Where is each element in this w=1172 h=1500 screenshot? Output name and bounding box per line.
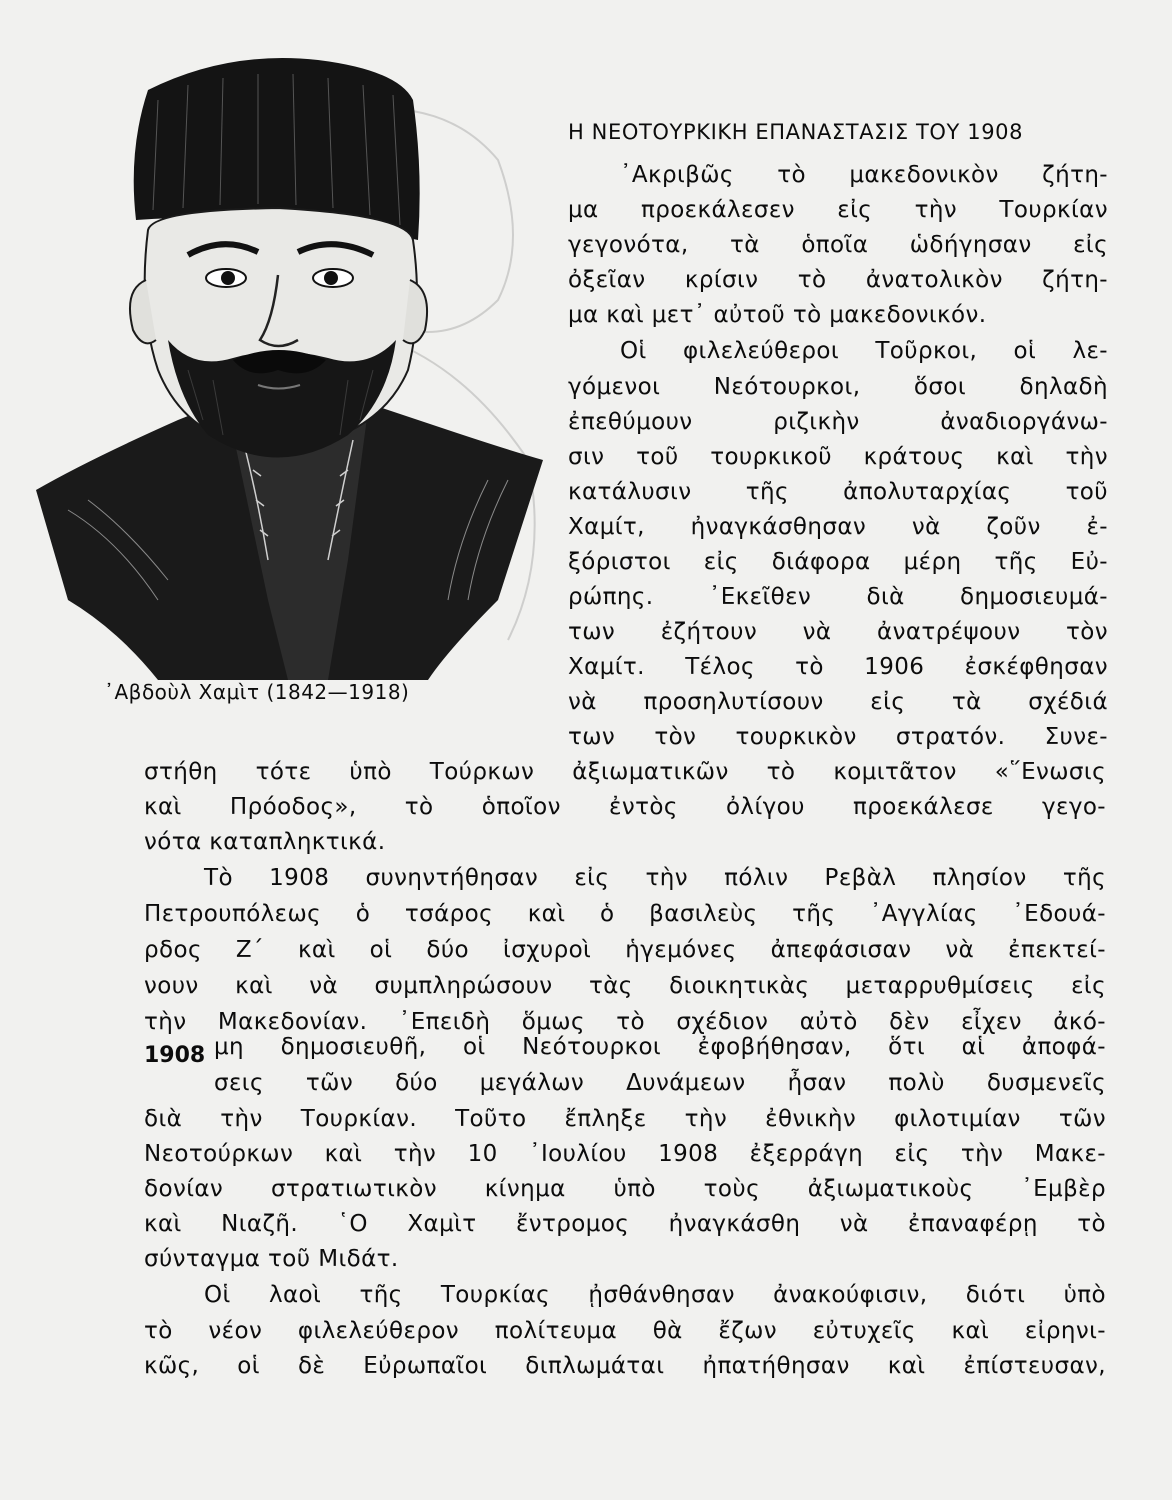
- text-line: καὶ Νιαζῆ. ῾Ο Χαμὶτ ἔντρομος ἠναγκάσθη νὰ ἐπαναφέρῃ τὸ: [144, 1211, 1106, 1237]
- text-line: τὸ νέον φιλελεύθερον πολίτευμα θὰ ἔζων εὐτυχεῖς καὶ εἰρηνι-: [144, 1318, 1106, 1344]
- text-line: ρδος Ζ΄ καὶ οἱ δύο ἰσχυροὶ ἡγεμόνες ἀπεφάσισαν νὰ ἐπεκτεί-: [144, 937, 1106, 963]
- text-line: ᾽Ακριβῶς τὸ μακεδονικὸν ζήτη-: [620, 162, 1108, 188]
- text-line: ὀξεῖαν κρίσιν τὸ ἀνατολικὸν ζήτη-: [568, 267, 1108, 293]
- text-line: ρώπης. ᾽Εκεῖθεν διὰ δημοσιευμά-: [568, 584, 1108, 610]
- portrait-caption: ᾽Αβδοὺλ Χαμὶτ (1842—1918): [104, 680, 410, 704]
- text-line: των τὸν τουρκικὸν στρατόν. Συνε-: [568, 724, 1108, 750]
- text-line: Οἱ φιλελεύθεροι Τοῦρκοι, οἱ λε-: [620, 338, 1108, 364]
- text-line: καὶ Πρόοδος», τὸ ὁποῖον ἐντὸς ὀλίγου προεκάλεσε γεγο-: [144, 794, 1106, 820]
- text-line: γόμενοι Νεότουρκοι, ὅσοι δηλαδὴ: [568, 374, 1108, 400]
- text-line: δονίαν στρατιωτικὸν κίνημα ὑπὸ τοὺς ἀξιωματικοὺς ᾽Εμβὲρ: [144, 1176, 1106, 1202]
- text-line: Νεοτούρκων καὶ τὴν 10 ᾽Ιουλίου 1908 ἐξερράγη εἰς τὴν Μακε-: [144, 1141, 1106, 1167]
- margin-year-note: 1908: [144, 1043, 206, 1068]
- text-line: γεγονότα, τὰ ὁποῖα ὡδήγησαν εἰς: [568, 232, 1108, 258]
- text-line: των ἐζήτουν νὰ ἀνατρέψουν τὸν: [568, 619, 1108, 645]
- text-line: Οἱ λαοὶ τῆς Τουρκίας ᾐσθάνθησαν ἀνακούφισιν, διότι ὑπὸ: [204, 1282, 1106, 1308]
- text-line: κατάλυσιν τῆς ἀπολυταρχίας τοῦ: [568, 479, 1108, 505]
- text-line: νὰ προσηλυτίσουν εἰς τὰ σχέδιά: [568, 689, 1108, 715]
- text-line: Χαμίτ, ἠναγκάσθησαν νὰ ζοῦν ἐ-: [568, 514, 1108, 540]
- text-line: Τὸ 1908 συνηντήθησαν εἰς τὴν πόλιν Ρεβὰλ πλησίον τῆς: [204, 865, 1106, 891]
- text-line: Χαμίτ. Τέλος τὸ 1906 ἐσκέφθησαν: [568, 654, 1108, 680]
- text-line: κῶς, οἱ δὲ Εὐρωπαῖοι διπλωμάται ἠπατήθησαν καὶ ἐπίστευσαν,: [144, 1353, 1106, 1379]
- portrait-engraving: [28, 40, 548, 680]
- text-line: διὰ τὴν Τουρκίαν. Τοῦτο ἔπληξε τὴν ἐθνικὴν φιλοτιμίαν τῶν: [144, 1106, 1106, 1132]
- section-heading: Η ΝΕΟΤΟΥΡΚΙΚΗ ΕΠΑΝΑΣΤΑΣΙΣ ΤΟΥ 1908: [568, 120, 1024, 144]
- text-line: μα καὶ μετ᾽ αὐτοῦ τὸ μακεδονικόν.: [568, 302, 987, 328]
- text-line: νότα καταπληκτικά.: [144, 829, 386, 855]
- text-line: νουν καὶ νὰ συμπληρώσουν τὰς διοικητικὰς μεταρρυθμίσεις εἰς: [144, 973, 1106, 999]
- text-line: σιν τοῦ τουρκικοῦ κράτους καὶ τὴν: [568, 444, 1108, 470]
- text-line: ἐπεθύμουν ριζικὴν ἀναδιοργάνω-: [568, 409, 1108, 435]
- text-line: σεις τῶν δύο μεγάλων Δυνάμεων ἦσαν πολὺ δυσμενεῖς: [214, 1070, 1106, 1096]
- text-line: στήθη τότε ὑπὸ Τούρκων ἀξιωματικῶν τὸ κομιτᾶτον «῞Ενωσις: [144, 759, 1106, 785]
- text-line: τὴν Μακεδονίαν. ᾽Επειδὴ ὅμως τὸ σχέδιον αὐτὸ δὲν εἶχεν ἀκό-: [144, 1009, 1106, 1035]
- text-line: μη δημοσιευθῆ, οἱ Νεότουρκοι ἐφοβήθησαν, ὅτι αἱ ἀποφά-: [214, 1034, 1106, 1060]
- text-line: μα προεκάλεσεν εἰς τὴν Τουρκίαν: [568, 197, 1108, 223]
- text-line: Πετρουπόλεως ὁ τσάρος καὶ ὁ βασιλεὺς τῆς ᾽Αγγλίας ᾽Εδουά-: [144, 901, 1106, 927]
- text-line: σύνταγμα τοῦ Μιδάτ.: [144, 1246, 399, 1272]
- text-line: ξόριστοι εἰς διάφορα μέρη τῆς Εὐ-: [568, 549, 1108, 575]
